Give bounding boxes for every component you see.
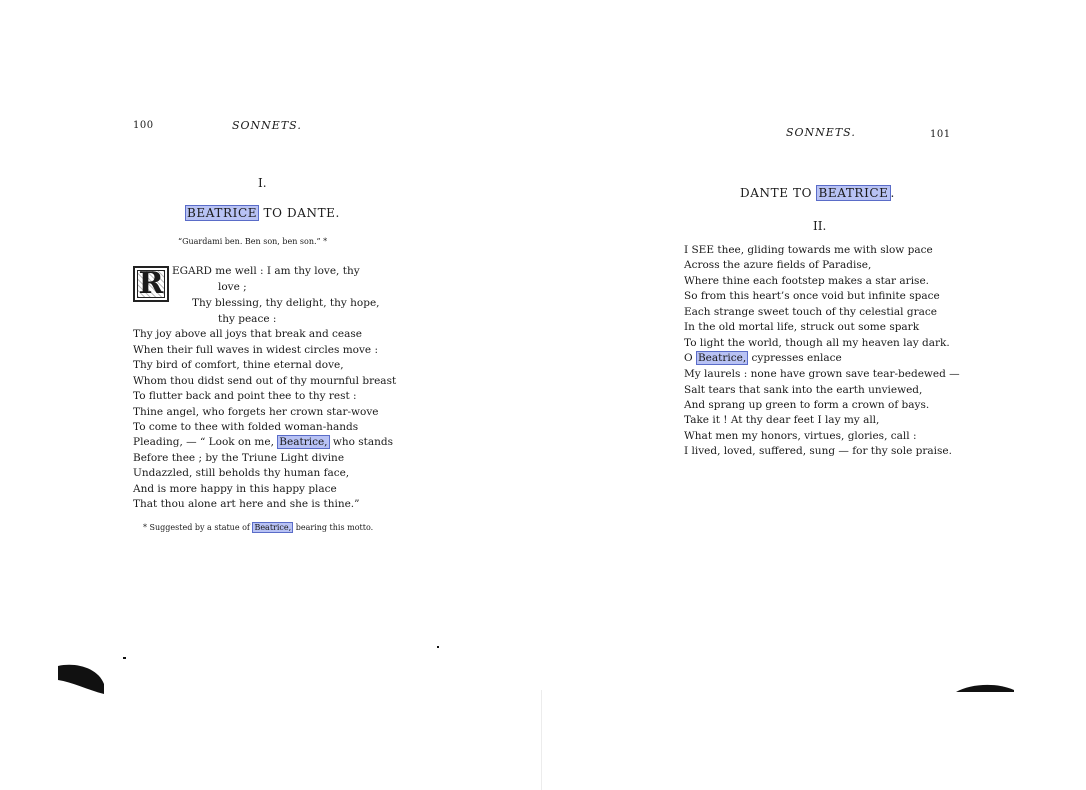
left-epigraph: “Guardami ben. Ben son, ben son.” *	[178, 237, 328, 246]
left-page-number: 100	[133, 120, 154, 131]
search-highlight: BEATRICE	[187, 206, 258, 220]
poem-line: Salt tears that sank into the earth unviewed,	[684, 384, 923, 396]
poem-line-part: who stands	[332, 436, 394, 448]
poem-line: love ;	[218, 281, 247, 293]
drop-cap-initial	[133, 266, 169, 302]
search-highlight: BEATRICE	[818, 186, 889, 200]
right-title-part: DANTE TO	[740, 186, 813, 200]
poem-line: That thou alone art here and she is thine.”	[133, 498, 360, 510]
left-poem-title	[185, 206, 340, 220]
poem-line-part: Pleading, — “ Look on me,	[133, 436, 274, 448]
poem-line: What men my honors, virtues, glories, call :	[684, 430, 917, 442]
poem-line: To flutter back and point thee to thy rest :	[133, 390, 357, 402]
poem-line: In the old mortal life, struck out some spark	[684, 321, 920, 333]
poem-line: Whom thou didst send out of thy mournful breast	[133, 375, 397, 387]
drop-cap-letter: R	[138, 266, 164, 301]
poem-line: I SEE thee, gliding towards me with slow pace	[684, 244, 933, 256]
left-section-number: I.	[258, 176, 267, 190]
poem-line: Where thine each footstep makes a star arise.	[684, 275, 929, 287]
poem-line-part: O	[684, 352, 693, 364]
poem-line: When their full waves in widest circles move :	[133, 344, 379, 356]
right-running-head: SONNETS.	[786, 126, 856, 139]
poem-line: So from this heart’s once void but infinite space	[684, 290, 940, 302]
scan-speck	[437, 646, 439, 648]
right-poem-title	[740, 186, 895, 200]
poem-line-part: cypresses enlace	[751, 352, 842, 364]
poem-line: Thy blessing, thy delight, thy hope,	[192, 297, 380, 309]
poem-line: Each strange sweet touch of thy celestial grace	[684, 306, 937, 318]
poem-line: Thine angel, who forgets her crown star-wove	[133, 406, 379, 418]
poem-line: To light the world, though all my heaven lay dark.	[684, 337, 950, 349]
poem-line	[684, 352, 842, 364]
scan-blot-left	[58, 662, 106, 696]
footnote-part: * Suggested by a statue of	[143, 523, 250, 532]
poem-line: Take it ! At thy dear feet I lay my all,	[684, 414, 880, 426]
poem-line	[133, 436, 393, 448]
search-highlight: Beatrice,	[254, 523, 292, 532]
poem-line: thy peace :	[218, 313, 277, 325]
poem-line: I lived, loved, suffered, sung — for thy sole praise.	[684, 445, 952, 457]
poem-line: Across the azure fields of Paradise,	[684, 259, 872, 271]
left-footnote	[143, 523, 373, 532]
right-section-number: II.	[813, 219, 827, 233]
left-running-head: SONNETS.	[232, 119, 302, 132]
poem-line: EGARD me well : I am thy love, thy	[172, 265, 360, 277]
poem-line: To come to thee with folded woman-hands	[133, 421, 359, 433]
poem-line: Thy joy above all joys that break and cease	[133, 328, 362, 340]
search-highlight: Beatrice,	[697, 352, 747, 364]
left-title-rest: TO DANTE.	[263, 206, 340, 220]
search-highlight: Beatrice,	[279, 436, 328, 448]
poem-line: Thy bird of comfort, thine eternal dove,	[133, 359, 344, 371]
poem-line: And is more happy in this happy place	[133, 483, 337, 495]
poem-line: My laurels : none have grown save tear-bedewed —	[684, 368, 960, 380]
right-page-number: 101	[930, 129, 951, 140]
poem-line: Before thee ; by the Triune Light divine	[133, 452, 345, 464]
page-spine	[541, 690, 542, 790]
poem-line: Undazzled, still beholds thy human face,	[133, 467, 350, 479]
right-title-part: .	[890, 186, 895, 200]
scan-speck	[123, 657, 126, 659]
scan-blot-right	[956, 682, 1016, 694]
footnote-part: bearing this motto.	[295, 523, 374, 532]
poem-line: And sprang up green to form a crown of bays.	[684, 399, 930, 411]
